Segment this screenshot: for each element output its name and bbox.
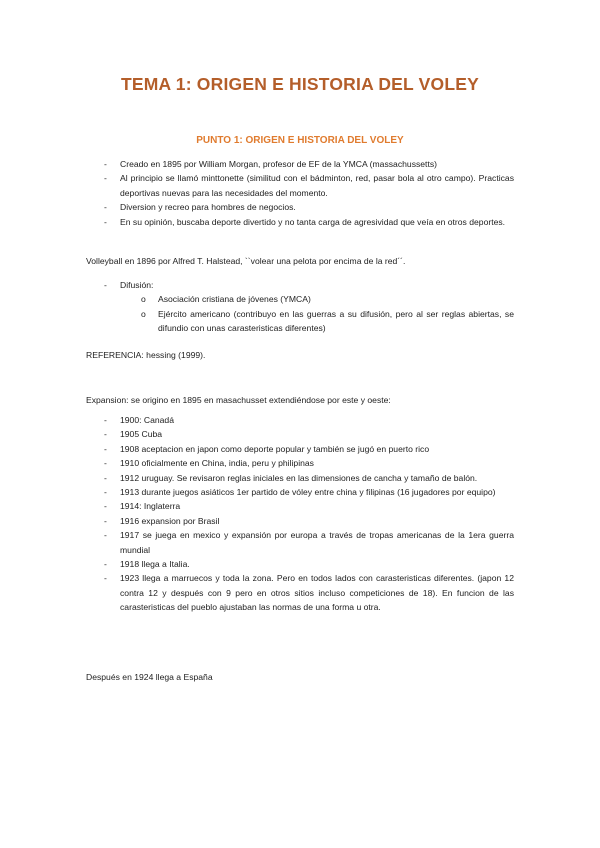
bullet-circle: o xyxy=(141,294,146,305)
expansion-intro: Expansion: se origino en 1895 en masachusset extendiéndose por este y oeste: xyxy=(86,395,391,405)
list-item xyxy=(0,471,514,485)
list-item-text: En su opinión, buscaba deporte divertido y no tanta carga de agresividad que veía en otros deportes. xyxy=(120,216,506,227)
list-item xyxy=(0,413,514,427)
list-item-text: 1914: Inglaterra xyxy=(120,501,181,512)
bullet-dash: - xyxy=(104,280,107,290)
list-item xyxy=(0,528,514,557)
list-item xyxy=(0,456,514,470)
bullet-dash: - xyxy=(104,515,107,526)
volleyball-paragraph: Volleyball en 1896 por Alfred T. Halstead, ``volear una pelota por encima de la red´´. xyxy=(86,256,406,266)
list-item-text: Difusión: xyxy=(120,280,154,290)
list-item xyxy=(0,499,514,513)
bullet-dash: - xyxy=(104,530,107,541)
bullet-dash: - xyxy=(104,173,107,184)
list-item-text: Al principio se llamó minttonette (similitud con el bádminton, red, pasar bola al otro campo). Practicas deportivas nuevas para las necesidades del momento. xyxy=(120,173,514,198)
list-item-text: 1910 oficialmente en China, india, peru y philipinas xyxy=(120,458,314,469)
list-item-text: 1900: Canadá xyxy=(120,415,174,425)
bullet-dash: - xyxy=(104,559,107,570)
list-item xyxy=(0,215,514,229)
list-item xyxy=(0,442,514,456)
intro-list xyxy=(0,157,514,229)
list-item xyxy=(0,278,514,336)
list-item-text: 1923 llega a marruecos y toda la zona. Pero en todos lados con carasteristicas diferentes. (japon 12 contra 12 y después con 9 pero en otros sitios incluso competiciones de 18). En funcion de las carasteristicas del pueblo ajustaban las normas de una forma u otra. xyxy=(120,573,514,613)
sublist-item-text: Asociación cristiana de jóvenes (YMCA) xyxy=(158,294,311,305)
section-heading: PUNTO 1: ORIGEN E HISTORIA DEL VOLEY xyxy=(196,135,404,146)
sublist-item xyxy=(0,307,514,336)
list-item-text: 1913 durante juegos asiáticos 1er partido de vóley entre china y filipinas (16 jugadores por equipo) xyxy=(120,487,496,498)
bullet-dash: - xyxy=(104,573,107,584)
list-item xyxy=(0,557,514,571)
document-title: TEMA 1: ORIGEN E HISTORIA DEL VOLEY xyxy=(120,74,480,94)
list-item-text: 1908 aceptacion en japon como deporte popular y también se jugó en puerto rico xyxy=(120,443,430,454)
list-item xyxy=(0,427,514,441)
bullet-dash: - xyxy=(104,487,107,498)
difusion-list xyxy=(0,278,514,336)
list-item-text: 1916 expansion por Brasil xyxy=(120,515,220,526)
difusion-sublist xyxy=(0,292,514,335)
bullet-dash: - xyxy=(104,202,107,213)
bullet-dash: - xyxy=(104,159,107,169)
sublist-item-text: Ejército americano (contribuyo en las guerras a su difusión, pero al ser reglas abiertas, se difundio con unas carasteristicas diferentes) xyxy=(158,308,514,334)
list-item-text: Diversion y recreo para hombres de negocios. xyxy=(120,202,296,213)
bullet-dash: - xyxy=(104,429,107,440)
bullet-dash: - xyxy=(104,415,107,425)
list-item xyxy=(0,571,514,614)
sublist-item xyxy=(0,292,514,306)
list-item-text: 1905 Cuba xyxy=(120,429,163,440)
expansion-list xyxy=(0,413,514,615)
bullet-dash: - xyxy=(104,216,107,227)
reference-paragraph: REFERENCIA: hessing (1999). xyxy=(86,350,206,360)
list-item-text: 1917 se juega en mexico y expansión por europa a través de tropas americanas de la 1era guerra mundial xyxy=(120,530,514,555)
bullet-dash: - xyxy=(104,458,107,469)
bullet-dash: - xyxy=(104,501,107,512)
list-item xyxy=(0,200,514,214)
list-item-text: Creado en 1895 por William Morgan, profesor de EF de la YMCA (massachussetts) xyxy=(120,159,437,169)
list-item xyxy=(0,485,514,499)
bullet-circle: o xyxy=(141,308,146,319)
list-item-text: 1912 uruguay. Se revisaron reglas iniciales en las dimensiones de cancha y tamaño de balón. xyxy=(120,472,478,483)
closing-paragraph: Después en 1924 llega a España xyxy=(86,672,213,682)
bullet-dash: - xyxy=(104,443,107,454)
list-item-text: 1918 llega a Italia. xyxy=(120,559,190,570)
bullet-dash: - xyxy=(104,472,107,483)
list-item xyxy=(0,157,514,171)
list-item xyxy=(0,514,514,528)
list-item xyxy=(0,171,514,200)
